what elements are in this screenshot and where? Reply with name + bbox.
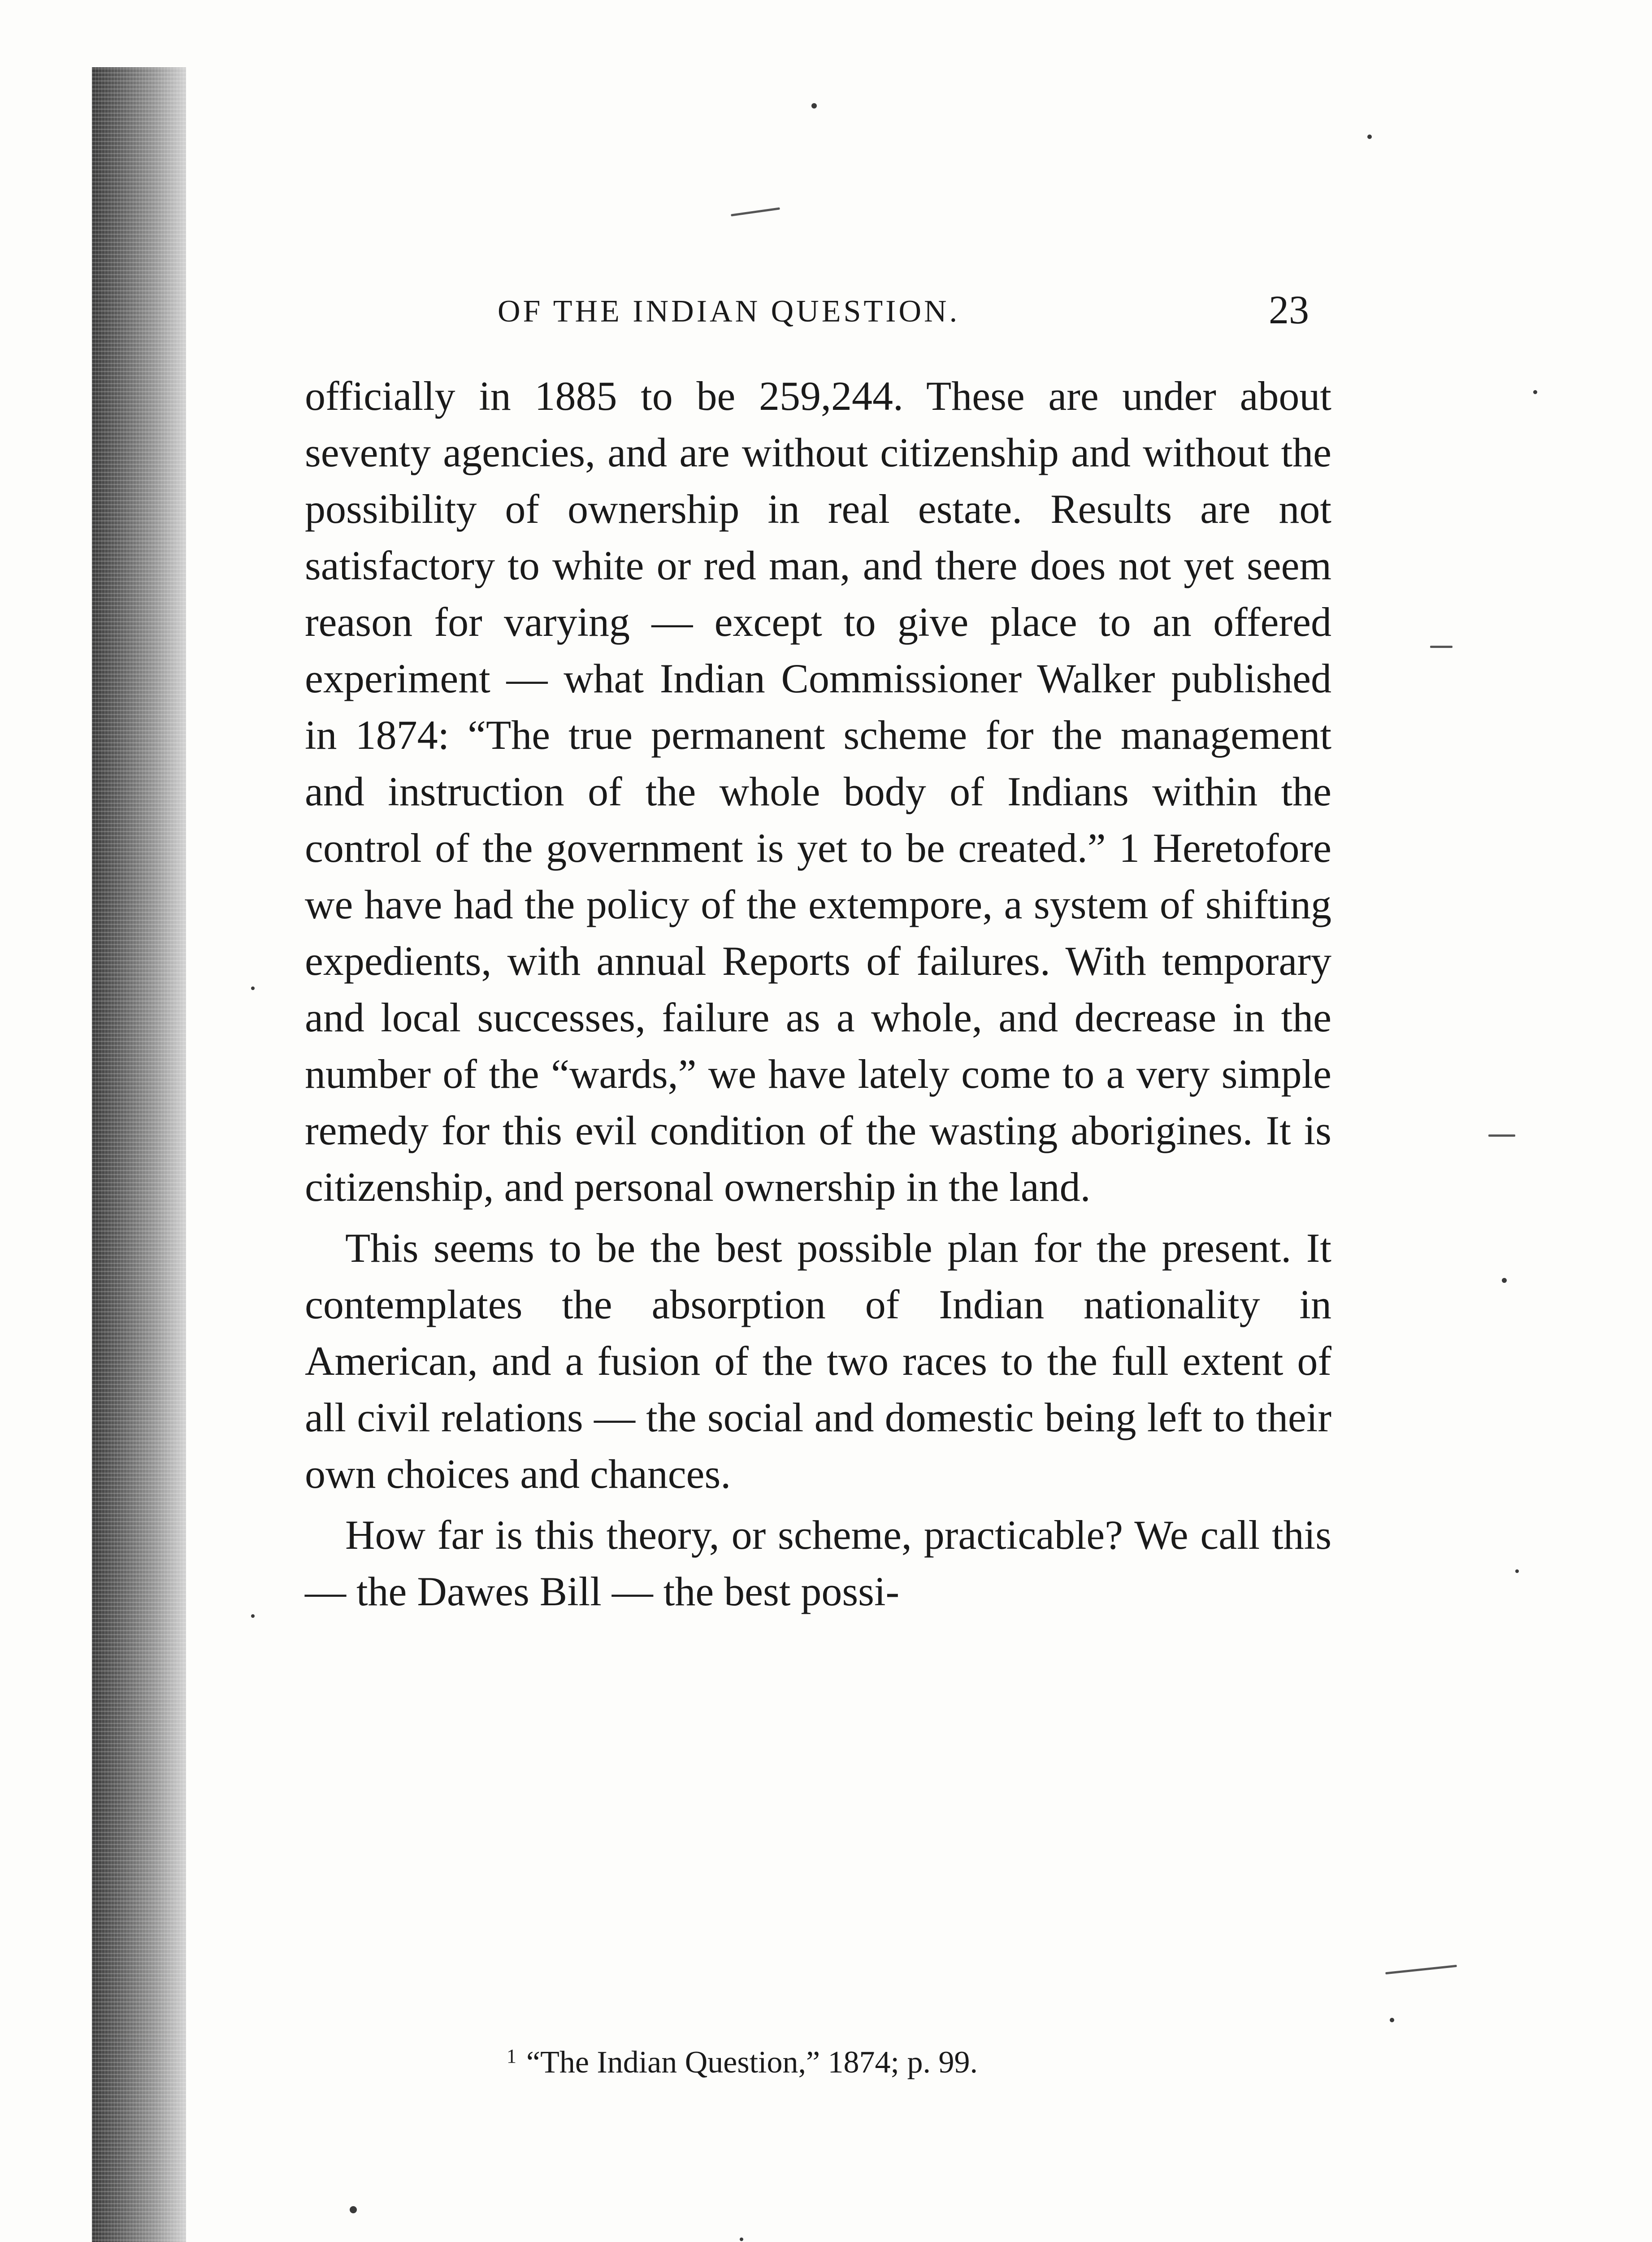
scan-speck xyxy=(1502,1278,1507,1283)
scan-mark xyxy=(1385,1965,1457,1975)
scan-speck xyxy=(740,2238,743,2241)
paragraph-3: How far is this theory, or scheme, practicable? We call this — the Dawes Bill — the best possi- xyxy=(305,1512,1331,1614)
footnote xyxy=(507,2045,978,2081)
scan-mark xyxy=(731,207,780,216)
paragraph-1: officially in 1885 to be 259,244. These are under about seventy agencies, and are without citizenship and without the possibility of ownership in real estate. Results are not satisfactory to white or red man, and there does not yet seem reason for varying — except to give place to an offered experiment — what Indian Commissioner Walker published in 1874: “The true permanent scheme for the management and instruction of the whole body of Indians within the control of the government is yet to be created.” 1 Heretofore we have had the policy of the extempore, a system of shifting expedients, with annual Reports of failures. With temporary and local successes, failure as a whole, and decrease in the number of the “wards,” we have lately come to a very simple remedy for this evil condition of the wasting aborigines. It is citizenship, and personal ownership in the land. xyxy=(305,373,1331,1210)
footnote-marker: 1 xyxy=(507,2045,516,2067)
scan-speck xyxy=(251,986,255,990)
scan-speck xyxy=(350,2206,357,2213)
scan-mark xyxy=(1430,646,1453,648)
running-header xyxy=(498,287,1327,336)
scan-speck xyxy=(811,103,817,109)
scan-speck xyxy=(251,1614,255,1618)
scan-speck xyxy=(1390,2018,1394,2022)
running-title: OF THE INDIAN QUESTION. xyxy=(498,294,960,329)
body-text xyxy=(305,368,1331,1620)
footnote-text: “The Indian Question,” 1874; p. 99. xyxy=(526,2045,978,2080)
scan-speck xyxy=(1515,1569,1519,1573)
page-number: 23 xyxy=(1269,288,1309,332)
binding-edge-shadow xyxy=(92,67,186,2242)
scan-speck xyxy=(1533,390,1537,394)
scan-mark xyxy=(1488,1134,1515,1137)
scan-speck xyxy=(1367,135,1372,139)
paragraph-2: This seems to be the best possible plan for the present. It contemplates the absorption of Indian nationality in American, and a fusion of the two races to the full extent of all civil relations — the social and domestic being left to their own choices and chances. xyxy=(305,1225,1331,1497)
